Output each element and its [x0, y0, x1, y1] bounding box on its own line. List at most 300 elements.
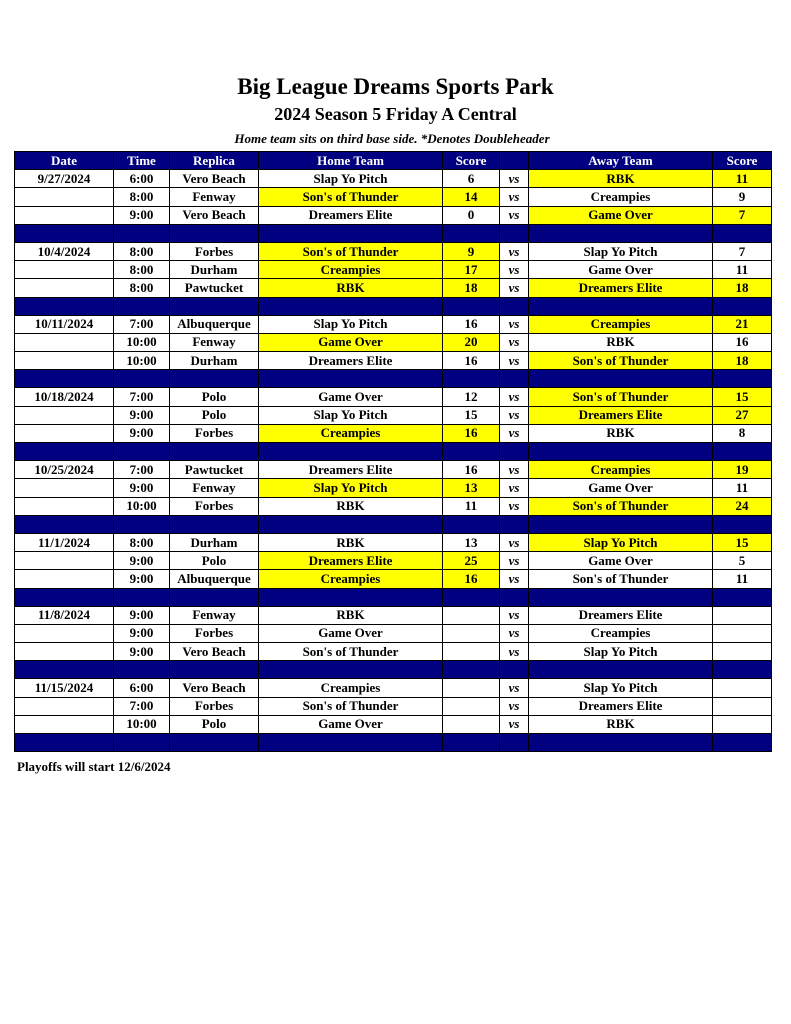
vs-label: vs	[500, 424, 529, 442]
away-team: Creampies	[529, 461, 713, 479]
game-row	[15, 643, 772, 661]
game-date	[15, 406, 114, 424]
away-team: Game Over	[529, 479, 713, 497]
home-team: Dreamers Elite	[259, 206, 443, 224]
separator-cell	[713, 224, 772, 242]
home-score: 6	[443, 170, 500, 188]
separator-cell	[114, 443, 170, 461]
home-team: Game Over	[259, 715, 443, 733]
away-team: Creampies	[529, 315, 713, 333]
column-header-date: Date	[15, 152, 114, 170]
page-subtitle: 2024 Season 5 Friday A Central	[274, 104, 517, 124]
separator-cell	[259, 588, 443, 606]
game-replica: Fenway	[170, 188, 259, 206]
home-score: 11	[443, 497, 500, 515]
home-score: 16	[443, 424, 500, 442]
vs-label: vs	[500, 206, 529, 224]
away-score: 18	[713, 279, 772, 297]
separator-cell	[114, 661, 170, 679]
game-row	[15, 170, 772, 188]
away-score	[713, 697, 772, 715]
home-score: 13	[443, 479, 500, 497]
home-score	[443, 606, 500, 624]
game-replica: Forbes	[170, 424, 259, 442]
game-date	[15, 497, 114, 515]
game-time: 9:00	[114, 624, 170, 642]
away-team: Son's of Thunder	[529, 497, 713, 515]
away-team: Game Over	[529, 261, 713, 279]
game-replica: Vero Beach	[170, 206, 259, 224]
game-row	[15, 606, 772, 624]
vs-label: vs	[500, 624, 529, 642]
separator-cell	[170, 443, 259, 461]
separator-cell	[114, 588, 170, 606]
away-team: Dreamers Elite	[529, 606, 713, 624]
vs-label: vs	[500, 170, 529, 188]
game-replica: Pawtucket	[170, 279, 259, 297]
separator-cell	[259, 443, 443, 461]
separator-cell	[259, 661, 443, 679]
home-score: 16	[443, 315, 500, 333]
home-team: Creampies	[259, 424, 443, 442]
game-time: 9:00	[114, 424, 170, 442]
vs-label: vs	[500, 461, 529, 479]
game-replica: Fenway	[170, 479, 259, 497]
home-team: Son's of Thunder	[259, 188, 443, 206]
schedule-table	[14, 151, 772, 752]
game-time: 9:00	[114, 479, 170, 497]
vs-label: vs	[500, 552, 529, 570]
home-score	[443, 679, 500, 697]
game-replica: Forbes	[170, 242, 259, 260]
game-replica: Durham	[170, 352, 259, 370]
home-score: 18	[443, 279, 500, 297]
vs-label: vs	[500, 406, 529, 424]
away-score	[713, 715, 772, 733]
separator-cell	[15, 297, 114, 315]
game-time: 9:00	[114, 206, 170, 224]
separator-cell	[713, 661, 772, 679]
away-score: 11	[713, 170, 772, 188]
home-score	[443, 697, 500, 715]
home-team: Slap Yo Pitch	[259, 479, 443, 497]
separator-cell	[443, 661, 500, 679]
game-date	[15, 279, 114, 297]
separator-cell	[114, 224, 170, 242]
away-score: 11	[713, 570, 772, 588]
game-date	[15, 643, 114, 661]
week-separator-row	[15, 297, 772, 315]
away-team: RBK	[529, 424, 713, 442]
game-time: 8:00	[114, 188, 170, 206]
week-separator-row	[15, 370, 772, 388]
separator-cell	[15, 443, 114, 461]
game-replica: Albuquerque	[170, 570, 259, 588]
separator-cell	[500, 224, 529, 242]
away-score: 21	[713, 315, 772, 333]
separator-cell	[500, 734, 529, 752]
home-score: 25	[443, 552, 500, 570]
away-team: RBK	[529, 715, 713, 733]
away-score	[713, 606, 772, 624]
separator-cell	[529, 515, 713, 533]
home-team: Creampies	[259, 679, 443, 697]
game-time: 8:00	[114, 261, 170, 279]
separator-cell	[259, 370, 443, 388]
game-date	[15, 206, 114, 224]
game-date	[15, 333, 114, 351]
separator-cell	[259, 734, 443, 752]
separator-cell	[15, 661, 114, 679]
home-score: 13	[443, 533, 500, 551]
away-team: Son's of Thunder	[529, 352, 713, 370]
game-time: 8:00	[114, 279, 170, 297]
away-team: Slap Yo Pitch	[529, 679, 713, 697]
home-score: 14	[443, 188, 500, 206]
game-replica: Durham	[170, 261, 259, 279]
separator-cell	[713, 588, 772, 606]
away-team: RBK	[529, 170, 713, 188]
home-team: Game Over	[259, 388, 443, 406]
home-team: RBK	[259, 606, 443, 624]
vs-label: vs	[500, 388, 529, 406]
game-row	[15, 279, 772, 297]
separator-cell	[529, 661, 713, 679]
vs-label: vs	[500, 643, 529, 661]
game-replica: Forbes	[170, 497, 259, 515]
away-team: Slap Yo Pitch	[529, 242, 713, 260]
away-team: Son's of Thunder	[529, 570, 713, 588]
home-team: Son's of Thunder	[259, 242, 443, 260]
separator-cell	[713, 370, 772, 388]
home-team: Son's of Thunder	[259, 643, 443, 661]
home-team: Dreamers Elite	[259, 352, 443, 370]
away-score: 7	[713, 242, 772, 260]
game-row	[15, 206, 772, 224]
separator-cell	[170, 297, 259, 315]
separator-cell	[170, 224, 259, 242]
home-score: 0	[443, 206, 500, 224]
separator-cell	[529, 443, 713, 461]
separator-cell	[529, 734, 713, 752]
game-time: 10:00	[114, 715, 170, 733]
game-row	[15, 624, 772, 642]
away-team: RBK	[529, 333, 713, 351]
game-date	[15, 697, 114, 715]
home-team: Slap Yo Pitch	[259, 406, 443, 424]
separator-cell	[15, 734, 114, 752]
away-score: 15	[713, 388, 772, 406]
separator-cell	[529, 588, 713, 606]
game-time: 7:00	[114, 388, 170, 406]
column-header-time: Time	[114, 152, 170, 170]
game-row	[15, 406, 772, 424]
game-replica: Vero Beach	[170, 679, 259, 697]
game-time: 9:00	[114, 570, 170, 588]
separator-cell	[114, 370, 170, 388]
game-date: 9/27/2024	[15, 170, 114, 188]
game-replica: Pawtucket	[170, 461, 259, 479]
game-time: 9:00	[114, 606, 170, 624]
game-date	[15, 479, 114, 497]
game-row	[15, 315, 772, 333]
vs-label: vs	[500, 188, 529, 206]
separator-cell	[443, 297, 500, 315]
game-row	[15, 715, 772, 733]
game-row	[15, 424, 772, 442]
game-time: 10:00	[114, 333, 170, 351]
game-date	[15, 352, 114, 370]
separator-cell	[500, 297, 529, 315]
home-score: 20	[443, 333, 500, 351]
separator-cell	[713, 515, 772, 533]
separator-cell	[500, 661, 529, 679]
away-score: 15	[713, 533, 772, 551]
home-score	[443, 643, 500, 661]
vs-label: vs	[500, 242, 529, 260]
game-row	[15, 461, 772, 479]
game-date: 10/25/2024	[15, 461, 114, 479]
game-replica: Durham	[170, 533, 259, 551]
away-team: Slap Yo Pitch	[529, 533, 713, 551]
game-date: 10/11/2024	[15, 315, 114, 333]
home-team: Game Over	[259, 333, 443, 351]
vs-label: vs	[500, 333, 529, 351]
game-time: 7:00	[114, 697, 170, 715]
game-replica: Polo	[170, 552, 259, 570]
game-time: 7:00	[114, 461, 170, 479]
game-date	[15, 570, 114, 588]
table-header-row	[15, 152, 772, 170]
game-row	[15, 261, 772, 279]
separator-cell	[713, 443, 772, 461]
away-team: Slap Yo Pitch	[529, 643, 713, 661]
vs-label: vs	[500, 315, 529, 333]
away-score: 24	[713, 497, 772, 515]
separator-cell	[529, 224, 713, 242]
game-time: 9:00	[114, 406, 170, 424]
vs-label: vs	[500, 279, 529, 297]
separator-cell	[443, 224, 500, 242]
game-row	[15, 352, 772, 370]
vs-label: vs	[500, 679, 529, 697]
game-time: 10:00	[114, 497, 170, 515]
separator-cell	[443, 443, 500, 461]
game-time: 6:00	[114, 170, 170, 188]
separator-cell	[443, 588, 500, 606]
home-team: RBK	[259, 533, 443, 551]
schedule-body	[15, 170, 772, 752]
game-row	[15, 388, 772, 406]
separator-cell	[170, 734, 259, 752]
separator-cell	[500, 588, 529, 606]
game-time: 8:00	[114, 242, 170, 260]
separator-cell	[500, 443, 529, 461]
separator-cell	[259, 297, 443, 315]
game-row	[15, 552, 772, 570]
week-separator-row	[15, 588, 772, 606]
home-team: Slap Yo Pitch	[259, 315, 443, 333]
home-team: Slap Yo Pitch	[259, 170, 443, 188]
separator-cell	[443, 734, 500, 752]
column-header-home-team: Home Team	[259, 152, 443, 170]
game-replica: Albuquerque	[170, 315, 259, 333]
away-score	[713, 624, 772, 642]
column-header-away-team: Away Team	[529, 152, 713, 170]
home-score: 17	[443, 261, 500, 279]
separator-cell	[170, 515, 259, 533]
away-team: Dreamers Elite	[529, 406, 713, 424]
home-team: Son's of Thunder	[259, 697, 443, 715]
game-date	[15, 552, 114, 570]
home-team: Creampies	[259, 570, 443, 588]
vs-label: vs	[500, 352, 529, 370]
game-row	[15, 497, 772, 515]
game-time: 6:00	[114, 679, 170, 697]
home-team: RBK	[259, 497, 443, 515]
game-date: 11/1/2024	[15, 533, 114, 551]
away-score: 16	[713, 333, 772, 351]
page-title: Big League Dreams Sports Park	[237, 74, 554, 99]
week-separator-row	[15, 224, 772, 242]
home-score: 16	[443, 352, 500, 370]
home-team: Dreamers Elite	[259, 552, 443, 570]
separator-cell	[529, 370, 713, 388]
separator-cell	[170, 661, 259, 679]
game-replica: Vero Beach	[170, 643, 259, 661]
week-separator-row	[15, 661, 772, 679]
separator-cell	[15, 588, 114, 606]
playoffs-note: Playoffs will start 12/6/2024	[17, 759, 171, 774]
away-team: Game Over	[529, 206, 713, 224]
away-score	[713, 643, 772, 661]
away-score: 11	[713, 261, 772, 279]
game-date	[15, 188, 114, 206]
game-time: 8:00	[114, 533, 170, 551]
away-score: 27	[713, 406, 772, 424]
game-row	[15, 533, 772, 551]
game-row	[15, 333, 772, 351]
game-replica: Fenway	[170, 333, 259, 351]
separator-cell	[114, 734, 170, 752]
game-replica: Fenway	[170, 606, 259, 624]
home-score: 9	[443, 242, 500, 260]
home-score: 16	[443, 461, 500, 479]
separator-cell	[529, 297, 713, 315]
game-date	[15, 715, 114, 733]
away-team: Son's of Thunder	[529, 388, 713, 406]
week-separator-row	[15, 734, 772, 752]
home-score	[443, 715, 500, 733]
separator-cell	[500, 370, 529, 388]
game-replica: Polo	[170, 406, 259, 424]
game-row	[15, 679, 772, 697]
column-header-home-score: Score	[443, 152, 500, 170]
away-team: Dreamers Elite	[529, 279, 713, 297]
away-score: 8	[713, 424, 772, 442]
separator-cell	[259, 224, 443, 242]
game-replica: Forbes	[170, 624, 259, 642]
game-date	[15, 624, 114, 642]
separator-cell	[713, 297, 772, 315]
away-team: Dreamers Elite	[529, 697, 713, 715]
home-team: Dreamers Elite	[259, 461, 443, 479]
vs-label: vs	[500, 697, 529, 715]
vs-label: vs	[500, 570, 529, 588]
away-score: 9	[713, 188, 772, 206]
home-team: RBK	[259, 279, 443, 297]
separator-cell	[15, 370, 114, 388]
game-row	[15, 188, 772, 206]
game-replica: Vero Beach	[170, 170, 259, 188]
separator-cell	[114, 297, 170, 315]
game-replica: Polo	[170, 715, 259, 733]
home-team: Creampies	[259, 261, 443, 279]
separator-cell	[500, 515, 529, 533]
away-team: Creampies	[529, 624, 713, 642]
vs-label: vs	[500, 715, 529, 733]
game-date: 10/4/2024	[15, 242, 114, 260]
game-replica: Forbes	[170, 697, 259, 715]
game-date	[15, 424, 114, 442]
column-header-away-score: Score	[713, 152, 772, 170]
separator-cell	[443, 515, 500, 533]
away-score: 7	[713, 206, 772, 224]
game-replica: Polo	[170, 388, 259, 406]
game-time: 7:00	[114, 315, 170, 333]
vs-label: vs	[500, 479, 529, 497]
separator-cell	[170, 588, 259, 606]
week-separator-row	[15, 443, 772, 461]
game-time: 9:00	[114, 552, 170, 570]
separator-cell	[114, 515, 170, 533]
schedule-note: Home team sits on third base side. *Denotes Doubleheader	[234, 131, 550, 146]
game-time: 10:00	[114, 352, 170, 370]
separator-cell	[170, 370, 259, 388]
home-score: 16	[443, 570, 500, 588]
vs-label: vs	[500, 261, 529, 279]
game-row	[15, 570, 772, 588]
column-header-replica: Replica	[170, 152, 259, 170]
game-date: 11/8/2024	[15, 606, 114, 624]
separator-cell	[15, 224, 114, 242]
away-team: Game Over	[529, 552, 713, 570]
home-score	[443, 624, 500, 642]
separator-cell	[713, 734, 772, 752]
away-score: 18	[713, 352, 772, 370]
week-separator-row	[15, 515, 772, 533]
game-date	[15, 261, 114, 279]
away-score: 19	[713, 461, 772, 479]
game-row	[15, 479, 772, 497]
separator-cell	[259, 515, 443, 533]
game-row	[15, 697, 772, 715]
away-team: Creampies	[529, 188, 713, 206]
column-header-vs	[500, 152, 529, 170]
separator-cell	[15, 515, 114, 533]
game-date: 11/15/2024	[15, 679, 114, 697]
game-time: 9:00	[114, 643, 170, 661]
away-score	[713, 679, 772, 697]
home-team: Game Over	[259, 624, 443, 642]
vs-label: vs	[500, 533, 529, 551]
away-score: 5	[713, 552, 772, 570]
game-row	[15, 242, 772, 260]
game-date: 10/18/2024	[15, 388, 114, 406]
vs-label: vs	[500, 497, 529, 515]
vs-label: vs	[500, 606, 529, 624]
home-score: 12	[443, 388, 500, 406]
